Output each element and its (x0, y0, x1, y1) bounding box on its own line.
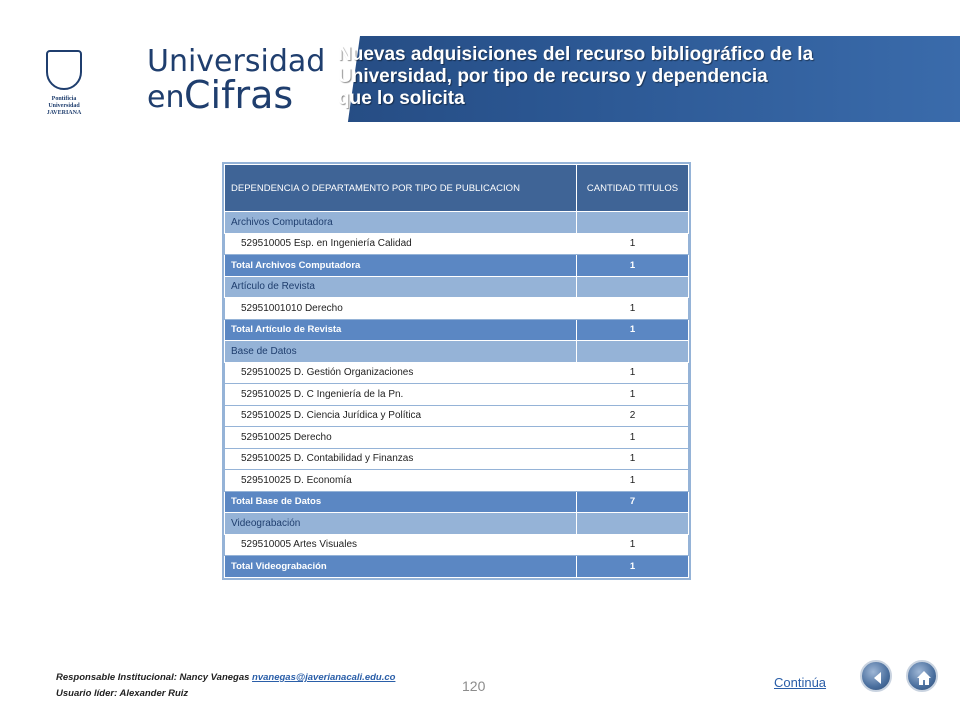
row-name: 52951001010 Derecho (225, 298, 577, 320)
title-line-1: Nuevas adquisiciones del recurso bibliográfico de la (338, 44, 814, 65)
row-quantity: 1 (577, 233, 689, 255)
table-row (225, 233, 689, 255)
row-quantity: 1 (577, 298, 689, 320)
row-name: 529510025 D. Contabilidad y Finanzas (225, 448, 577, 470)
table-row (225, 427, 689, 449)
header-banner (0, 36, 960, 122)
back-button[interactable] (860, 660, 892, 692)
table-row (225, 362, 689, 384)
row-quantity (577, 513, 689, 535)
crest-caption: Pontificia Universidad JAVERIANA (46, 96, 82, 116)
continue-link[interactable]: Continúa (774, 675, 827, 690)
header-dependencia: DEPENDENCIA O DEPARTAMENTO POR TIPO DE PUBLICACION (225, 165, 577, 212)
row-quantity: 1 (577, 556, 689, 578)
brand-cifras: Cifras (184, 73, 294, 117)
back-arrow-icon (868, 668, 888, 688)
row-name: 529510025 Derecho (225, 427, 577, 449)
row-name: 529510025 D. C Ingeniería de la Pn. (225, 384, 577, 406)
row-name: 529510025 D. Ciencia Jurídica y Política (225, 405, 577, 427)
row-quantity: 1 (577, 448, 689, 470)
responsible-email-link[interactable]: nvanegas@javerianacali.edu.co (252, 672, 396, 683)
brand-en: en (147, 80, 185, 115)
table-body (225, 212, 689, 578)
acquisitions-table (222, 162, 691, 580)
table-row (225, 534, 689, 556)
row-quantity (577, 212, 689, 234)
row-name: Total Artículo de Revista (225, 319, 577, 341)
row-quantity: 1 (577, 384, 689, 406)
page-number: 120 (462, 678, 486, 694)
row-quantity: 1 (577, 319, 689, 341)
row-name: Total Videograbación (225, 556, 577, 578)
row-name: 529510025 D. Gestión Organizaciones (225, 362, 577, 384)
page-title (338, 44, 938, 110)
brand-universidad: Universidad (147, 44, 326, 79)
title-line-3: que lo solicita (338, 88, 465, 109)
row-quantity: 1 (577, 427, 689, 449)
row-name: Archivos Computadora (225, 212, 577, 234)
row-name: 529510005 Esp. en Ingeniería Calidad (225, 233, 577, 255)
row-quantity: 1 (577, 534, 689, 556)
row-name: Total Base de Datos (225, 491, 577, 513)
table-row (225, 405, 689, 427)
row-quantity: 7 (577, 491, 689, 513)
home-icon (914, 668, 934, 688)
row-quantity: 2 (577, 405, 689, 427)
row-name: 529510025 D. Economía (225, 470, 577, 492)
responsible-line (56, 670, 395, 686)
crest-shield-icon (46, 50, 82, 90)
title-line-2: Universidad, por tipo de recurso y dependencia (338, 66, 768, 87)
row-name: Videograbación (225, 513, 577, 535)
table-row (225, 448, 689, 470)
university-crest-logo (38, 42, 90, 116)
group-row (225, 212, 689, 234)
row-name: Artículo de Revista (225, 276, 577, 298)
row-quantity (577, 341, 689, 363)
group-row (225, 513, 689, 535)
row-name: 529510005 Artes Visuales (225, 534, 577, 556)
home-button[interactable] (906, 660, 938, 692)
row-name: Base de Datos (225, 341, 577, 363)
total-row (225, 491, 689, 513)
row-name: Total Archivos Computadora (225, 255, 577, 277)
total-row (225, 319, 689, 341)
table-header-row (225, 165, 689, 212)
footer-info (56, 670, 395, 702)
row-quantity: 1 (577, 362, 689, 384)
row-quantity: 1 (577, 470, 689, 492)
total-row (225, 255, 689, 277)
row-quantity (577, 276, 689, 298)
group-row (225, 276, 689, 298)
table-row (225, 384, 689, 406)
header-cantidad: CANTIDAD TITULOS (577, 165, 689, 212)
table-row (225, 298, 689, 320)
responsible-label: Responsable Institucional: Nancy Vanegas (56, 672, 250, 683)
leader-line: Usuario líder: Alexander Ruiz (56, 688, 189, 699)
total-row (225, 556, 689, 578)
row-quantity: 1 (577, 255, 689, 277)
table-row (225, 470, 689, 492)
group-row (225, 341, 689, 363)
